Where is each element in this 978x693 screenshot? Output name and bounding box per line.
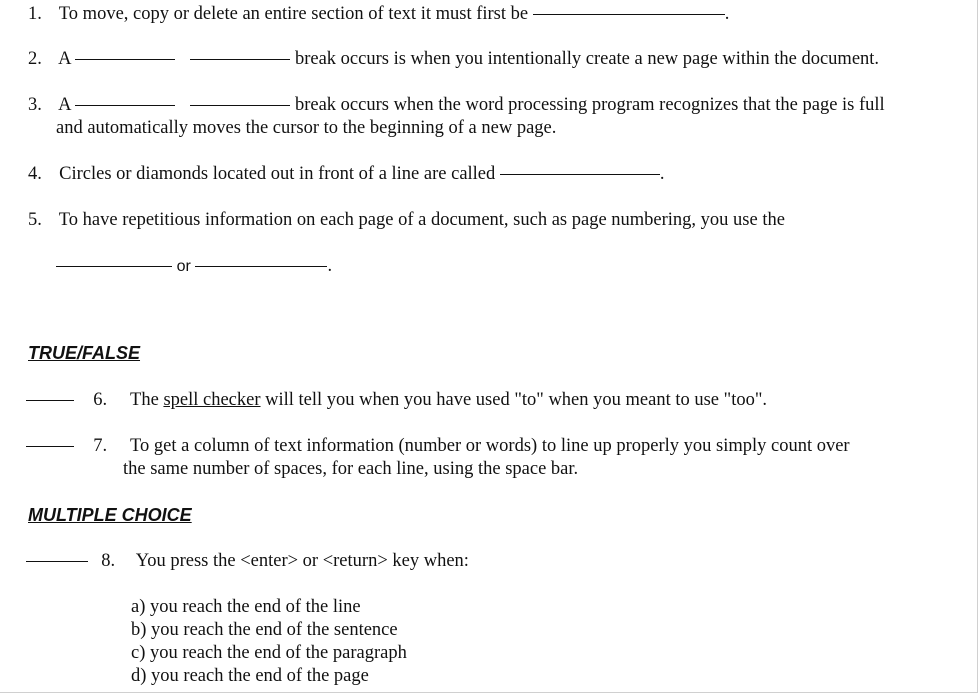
question-5-blanks: or . — [56, 255, 332, 278]
question-text: To move, copy or delete an entire section of text it must first be — [58, 4, 529, 24]
option-letter: a) — [131, 597, 146, 617]
question-number: 7. — [93, 436, 108, 456]
option-d — [131, 665, 369, 687]
answer-blank[interactable] — [500, 173, 660, 175]
option-text: you reach the end of the paragraph — [150, 643, 407, 663]
question-6: 6. The spell checker will tell you when you have used "to" when you meant to use "too". — [26, 389, 767, 411]
question-text: will tell you when you have used "to" when you meant to use "too". — [265, 390, 768, 410]
option-a — [131, 596, 361, 618]
question-7 — [26, 435, 850, 457]
answer-blank[interactable] — [533, 13, 725, 15]
option-c — [131, 642, 407, 664]
question-number: 2. — [28, 49, 42, 69]
answer-blank[interactable] — [190, 104, 290, 106]
answer-blank[interactable] — [26, 445, 74, 447]
option-letter: c) — [131, 643, 146, 663]
question-5 — [28, 209, 785, 231]
question-3-continuation: and automatically moves the cursor to the beginning of a new page. — [56, 118, 557, 138]
question-text: To have repetitious information on each page of a document, such as page numbering, you use the — [58, 210, 785, 230]
option-letter: d) — [131, 666, 147, 686]
question-number: 4. — [28, 164, 42, 184]
question-number: 3. — [28, 95, 42, 115]
question-number: 6. — [93, 390, 108, 410]
option-text: you reach the end of the line — [150, 597, 361, 617]
answer-blank[interactable] — [56, 265, 172, 267]
answer-blank[interactable] — [190, 58, 290, 60]
option-letter: b) — [131, 620, 147, 640]
question-text: break occurs when the word processing program recognizes that the page is full — [294, 95, 885, 115]
question-2: 2. A break occurs is when you intentionally create a new page within the document. — [28, 49, 880, 69]
question-1: 1. To move, copy or delete an entire section of text it must first be . — [28, 4, 730, 24]
question-text: You press the <enter> or <return> key when: — [135, 551, 469, 571]
multiple-choice-heading: MULTIPLE CHOICE — [28, 505, 192, 525]
question-3: 3. A break occurs when the word processing program recognizes that the page is full — [28, 95, 885, 115]
question-number: 8. — [101, 551, 116, 571]
question-4: 4. Circles or diamonds located out in front of a line are called . — [28, 164, 665, 184]
option-text: you reach the end of the sentence — [151, 620, 398, 640]
answer-blank[interactable] — [75, 58, 175, 60]
answer-blank[interactable] — [195, 265, 327, 267]
true-false-heading: TRUE/FALSE — [28, 343, 141, 363]
answer-blank[interactable] — [26, 560, 88, 562]
answer-blank[interactable] — [75, 104, 175, 106]
question-8 — [26, 550, 469, 572]
option-b — [131, 619, 398, 641]
question-text: break occurs is when you intentionally create a new page within the document. — [294, 49, 880, 69]
answer-blank[interactable] — [26, 399, 74, 401]
question-number: 5. — [28, 210, 42, 230]
question-text: To get a column of text information (number or words) to line up properly you simply count over — [130, 436, 850, 456]
question-number: 1. — [28, 4, 42, 24]
option-text: you reach the end of the page — [151, 666, 369, 686]
question-text: Circles or diamonds located out in front of a line are called — [59, 164, 496, 184]
question-7-continuation: the same number of spaces, for each line, using the space bar. — [123, 459, 579, 479]
spell-checker-term: spell checker — [163, 390, 261, 410]
